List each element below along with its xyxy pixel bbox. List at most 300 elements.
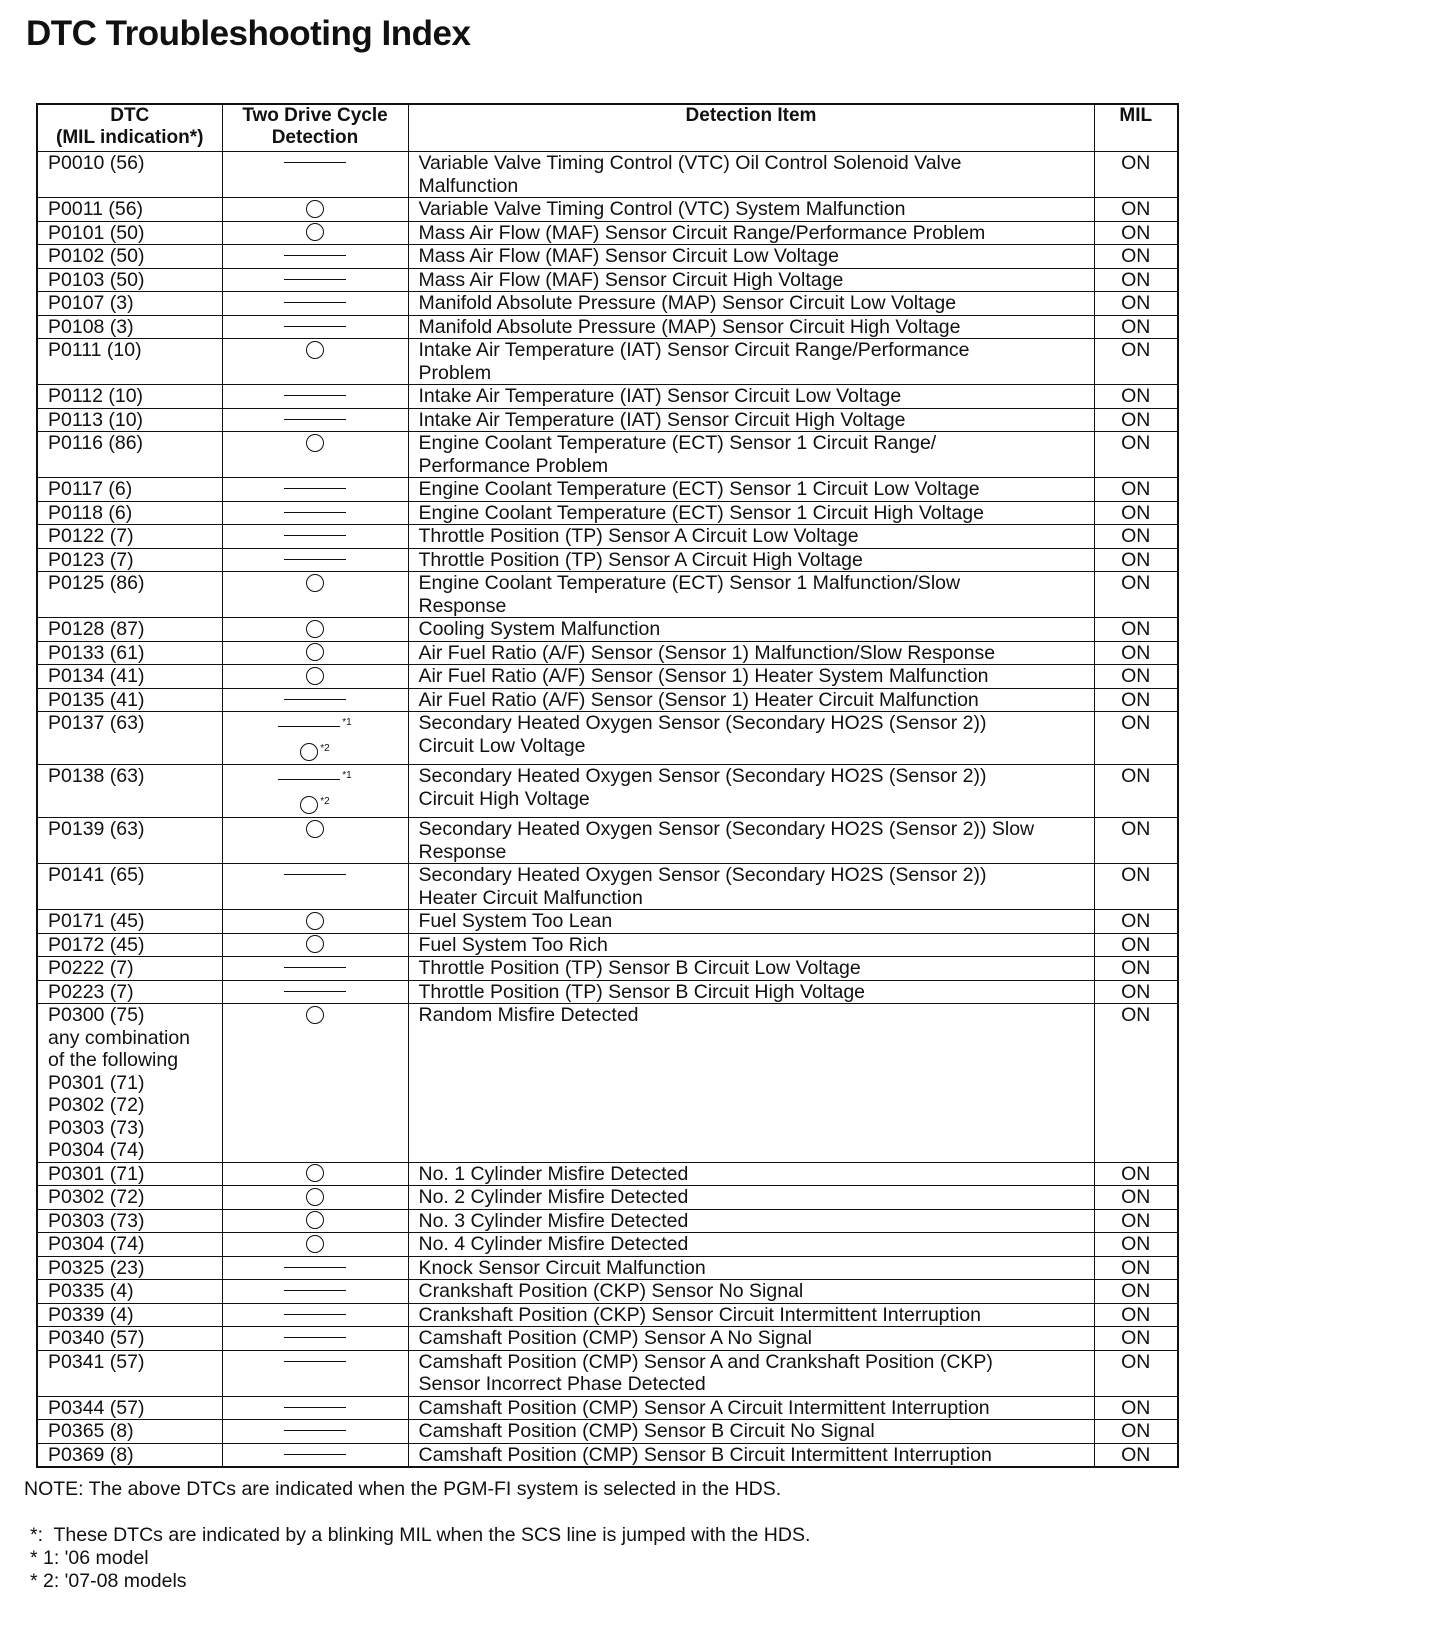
detection-item-cell (408, 292, 1094, 316)
detection-item-text: Intake Air Temperature (IAT) Sensor Circuit Range/Performance Problem (418, 339, 970, 384)
dash-mark-icon (284, 302, 346, 303)
detection-item-cell (408, 385, 1094, 409)
detection-item-text: Camshaft Position (CMP) Sensor A and Crankshaft Position (CKP) Sensor Incorrect Phase Detected (418, 1350, 993, 1395)
dtc-code-cell: P0303 (73) (37, 1209, 222, 1233)
detection-item-text: Secondary Heated Oxygen Sensor (Secondary HO2S (Sensor 2)) Circuit Low Voltage (418, 712, 987, 757)
dash-mark-icon (284, 535, 346, 536)
dtc-code-cell: P0141 (65) (37, 864, 222, 910)
two-drive-cycle-cell (222, 572, 408, 618)
two-drive-cycle-cell (222, 1186, 408, 1210)
table-row (37, 688, 1178, 712)
mil-status-cell: ON (1094, 548, 1178, 572)
two-drive-cycle-cell (222, 501, 408, 525)
detection-item-text: Secondary Heated Oxygen Sensor (Secondary HO2S (Sensor 2)) Circuit High Voltage (418, 765, 987, 810)
dash-mark-icon (278, 726, 340, 727)
table-row (37, 1303, 1178, 1327)
dtc-code-cell: P0369 (8) (37, 1443, 222, 1467)
detection-item-cell (408, 408, 1094, 432)
dash-mark-icon (284, 326, 346, 327)
table-row (37, 478, 1178, 502)
table-row (37, 933, 1178, 957)
detection-item-cell (408, 1162, 1094, 1186)
circle-mark-icon (306, 1006, 324, 1024)
dtc-code-cell: P0137 (63) (37, 712, 222, 765)
detection-item-text: Random Misfire Detected (418, 1004, 639, 1026)
table-row (37, 385, 1178, 409)
dash-mark-icon (284, 162, 346, 163)
footnote-scs: *: These DTCs are indicated by a blinking MIL when the SCS line is jumped with the HDS. (30, 1524, 811, 1546)
dtc-code-cell: P0112 (10) (37, 385, 222, 409)
detection-item-cell (408, 818, 1094, 864)
two-drive-cycle-cell (222, 1303, 408, 1327)
detection-item-text: Crankshaft Position (CKP) Sensor No Signal (418, 1280, 804, 1302)
mil-status-cell: ON (1094, 712, 1178, 765)
detection-item-text: Knock Sensor Circuit Malfunction (418, 1256, 706, 1279)
dtc-code-cell: P0335 (4) (37, 1280, 222, 1304)
dtc-code-cell: P0365 (8) (37, 1420, 222, 1444)
detection-item-text: Camshaft Position (CMP) Sensor A No Signal (418, 1327, 812, 1349)
dtc-code-cell: P0300 (75) any combination of the following P0301 (71) P0302 (72) P0303 (73) P0304 (74) (37, 1004, 222, 1163)
detection-item-text: No. 4 Cylinder Misfire Detected (418, 1233, 689, 1255)
table-row (37, 665, 1178, 689)
dash-mark-icon (284, 559, 346, 560)
circle-mark-icon (306, 341, 324, 359)
two-drive-cycle-cell (222, 933, 408, 957)
detection-item-text: Engine Coolant Temperature (ECT) Sensor 1 Circuit Range/ Performance Problem (418, 432, 937, 477)
detection-item-text: Throttle Position (TP) Sensor B Circuit High Voltage (418, 980, 866, 1003)
detection-item-cell (408, 1327, 1094, 1351)
two-drive-cycle-cell (222, 268, 408, 292)
mil-status-cell: ON (1094, 221, 1178, 245)
dtc-table-container (36, 103, 1177, 1468)
table-header-row (37, 104, 1178, 152)
dash-mark-icon (284, 1361, 346, 1362)
mil-status-cell: ON (1094, 910, 1178, 934)
detection-item-cell (408, 198, 1094, 222)
detection-item-cell (408, 1420, 1094, 1444)
two-drive-cycle-cell (222, 152, 408, 198)
mil-status-cell: ON (1094, 292, 1178, 316)
detection-item-text: Mass Air Flow (MAF) Sensor Circuit High Voltage (418, 268, 844, 291)
detection-item-cell (408, 572, 1094, 618)
table-row (37, 910, 1178, 934)
detection-item-cell (408, 688, 1094, 712)
table-row (37, 339, 1178, 385)
circle-mark-icon (300, 743, 318, 761)
mil-status-cell: ON (1094, 339, 1178, 385)
mil-status-cell: ON (1094, 765, 1178, 818)
footnote-07-08-models: * 2: '07-08 models (30, 1570, 187, 1592)
circle-mark-icon (306, 820, 324, 838)
two-drive-cycle-cell (222, 712, 408, 765)
table-row (37, 1350, 1178, 1396)
detection-item-cell (408, 245, 1094, 269)
two-drive-cycle-cell (222, 432, 408, 478)
circle-mark-icon (306, 434, 324, 452)
dash-mark-icon (284, 1407, 346, 1408)
circle-mark-icon (306, 223, 324, 241)
mil-status-cell: ON (1094, 1186, 1178, 1210)
dtc-code-cell: P0304 (74) (37, 1233, 222, 1257)
dtc-code-cell: P0339 (4) (37, 1303, 222, 1327)
mil-status-cell: ON (1094, 864, 1178, 910)
detection-item-text: Intake Air Temperature (IAT) Sensor Circuit Low Voltage (418, 385, 902, 407)
detection-item-text: Throttle Position (TP) Sensor B Circuit Low Voltage (418, 957, 861, 979)
table-row (37, 315, 1178, 339)
dtc-code-cell: P0222 (7) (37, 957, 222, 981)
dash-mark-icon (284, 1454, 346, 1455)
detection-item-cell (408, 1280, 1094, 1304)
two-drive-cycle-cell (222, 292, 408, 316)
mil-status-cell: ON (1094, 1303, 1178, 1327)
dtc-index-table (36, 103, 1179, 1468)
two-drive-cycle-cell (222, 864, 408, 910)
dtc-code-cell: P0113 (10) (37, 408, 222, 432)
dtc-code-cell: P0302 (72) (37, 1186, 222, 1210)
two-drive-cycle-cell (222, 525, 408, 549)
two-drive-cycle-cell (222, 1420, 408, 1444)
table-row (37, 221, 1178, 245)
detection-item-text: Manifold Absolute Pressure (MAP) Sensor Circuit Low Voltage (418, 292, 957, 314)
table-row (37, 980, 1178, 1004)
detection-item-text: Engine Coolant Temperature (ECT) Sensor 1 Circuit High Voltage (418, 501, 984, 524)
two-drive-cycle-cell (222, 688, 408, 712)
mil-status-cell: ON (1094, 198, 1178, 222)
detection-item-text: Engine Coolant Temperature (ECT) Sensor 1 Circuit Low Voltage (418, 478, 980, 500)
mil-status-cell: ON (1094, 1350, 1178, 1396)
page-title: DTC Troubleshooting Index (26, 14, 471, 53)
table-row (37, 618, 1178, 642)
mil-status-cell: ON (1094, 432, 1178, 478)
detection-item-cell (408, 1256, 1094, 1280)
circle-mark-icon (306, 620, 324, 638)
dtc-code-cell: P0116 (86) (37, 432, 222, 478)
two-drive-cycle-cell (222, 339, 408, 385)
detection-item-text: Crankshaft Position (CKP) Sensor Circuit Intermittent Interruption (418, 1303, 981, 1326)
detection-item-text: Air Fuel Ratio (A/F) Sensor (Sensor 1) Heater System Malfunction (418, 665, 989, 687)
table-row (37, 1280, 1178, 1304)
dtc-code-cell: P0139 (63) (37, 818, 222, 864)
table-row (37, 268, 1178, 292)
detection-item-text: Mass Air Flow (MAF) Sensor Circuit Range/Performance Problem (418, 221, 986, 244)
mil-status-cell: ON (1094, 980, 1178, 1004)
two-drive-cycle-cell (222, 1396, 408, 1420)
table-row (37, 548, 1178, 572)
detection-item-text: Manifold Absolute Pressure (MAP) Sensor Circuit High Voltage (418, 315, 961, 338)
table-row (37, 712, 1178, 765)
two-drive-cycle-cell (222, 478, 408, 502)
detection-item-text: Camshaft Position (CMP) Sensor A Circuit Intermittent Interruption (418, 1396, 990, 1419)
mil-status-cell: ON (1094, 618, 1178, 642)
two-drive-cycle-cell (222, 245, 408, 269)
dtc-code-cell: P0344 (57) (37, 1396, 222, 1420)
two-drive-cycle-cell (222, 818, 408, 864)
header-two-drive-cycle: Two Drive Cycle Detection (222, 104, 408, 152)
dtc-code-cell: P0103 (50) (37, 268, 222, 292)
circle-mark-icon (306, 1235, 324, 1253)
mil-status-cell: ON (1094, 665, 1178, 689)
note-text: NOTE: The above DTCs are indicated when the PGM-FI system is selected in the HDS. (24, 1478, 782, 1500)
dtc-code-cell: P0325 (23) (37, 1256, 222, 1280)
mil-status-cell: ON (1094, 1420, 1178, 1444)
two-drive-cycle-cell (222, 1350, 408, 1396)
table-row (37, 292, 1178, 316)
circle-mark-icon (306, 912, 324, 930)
two-drive-cycle-cell (222, 910, 408, 934)
dash-mark-icon (284, 395, 346, 396)
two-drive-cycle-cell (222, 957, 408, 981)
two-drive-cycle-cell (222, 1162, 408, 1186)
mil-status-cell: ON (1094, 1443, 1178, 1467)
two-drive-cycle-cell (222, 618, 408, 642)
dash-mark-icon (284, 1290, 346, 1291)
footnote-ref-2: *2 (320, 796, 330, 807)
dash-mark-icon (284, 1337, 346, 1338)
circle-mark-icon (306, 1188, 324, 1206)
detection-item-cell (408, 1233, 1094, 1257)
two-drive-cycle-cell (222, 665, 408, 689)
table-row (37, 152, 1178, 198)
mil-status-cell: ON (1094, 1396, 1178, 1420)
dtc-code-cell: P0171 (45) (37, 910, 222, 934)
table-row (37, 1209, 1178, 1233)
detection-item-text: Mass Air Flow (MAF) Sensor Circuit Low Voltage (418, 245, 839, 267)
dtc-code-cell: P0118 (6) (37, 501, 222, 525)
dtc-code-cell: P0108 (3) (37, 315, 222, 339)
dash-mark-icon (278, 779, 340, 780)
table-row (37, 765, 1178, 818)
detection-item-text: Camshaft Position (CMP) Sensor B Circuit No Signal (418, 1420, 875, 1442)
table-row (37, 432, 1178, 478)
table-row (37, 1256, 1178, 1280)
dash-mark-icon (284, 1314, 346, 1315)
two-drive-cycle-cell (222, 641, 408, 665)
mil-status-cell: ON (1094, 501, 1178, 525)
mil-status-cell: ON (1094, 641, 1178, 665)
dtc-code-cell: P0107 (3) (37, 292, 222, 316)
detection-item-cell (408, 1209, 1094, 1233)
mil-status-cell: ON (1094, 1280, 1178, 1304)
circle-mark-icon (306, 200, 324, 218)
dtc-code-cell: P0101 (50) (37, 221, 222, 245)
mil-status-cell: ON (1094, 1162, 1178, 1186)
dtc-code-cell: P0111 (10) (37, 339, 222, 385)
dtc-code-cell: P0128 (87) (37, 618, 222, 642)
table-row (37, 818, 1178, 864)
detection-item-cell (408, 478, 1094, 502)
table-row (37, 957, 1178, 981)
detection-item-text: Fuel System Too Lean (418, 910, 613, 932)
table-row (37, 1162, 1178, 1186)
detection-item-cell (408, 765, 1094, 818)
two-drive-cycle-cell (222, 408, 408, 432)
detection-item-text: Secondary Heated Oxygen Sensor (Secondary HO2S (Sensor 2)) Slow Response (418, 818, 1035, 863)
detection-item-cell (408, 980, 1094, 1004)
dtc-code-cell: P0117 (6) (37, 478, 222, 502)
circle-mark-icon (306, 935, 324, 953)
detection-item-cell (408, 665, 1094, 689)
circle-mark-icon (300, 796, 318, 814)
dtc-code-cell: P0125 (86) (37, 572, 222, 618)
mil-status-cell: ON (1094, 478, 1178, 502)
dtc-code-cell: P0172 (45) (37, 933, 222, 957)
detection-item-cell (408, 1186, 1094, 1210)
detection-item-text: Variable Valve Timing Control (VTC) System Malfunction (418, 198, 906, 220)
detection-item-cell (408, 1443, 1094, 1467)
dtc-code-cell: P0301 (71) (37, 1162, 222, 1186)
table-row (37, 1420, 1178, 1444)
two-drive-cycle-cell (222, 548, 408, 572)
dtc-code-cell: P0134 (41) (37, 665, 222, 689)
mil-status-cell: ON (1094, 1233, 1178, 1257)
dash-mark-icon (284, 255, 346, 256)
detection-item-cell (408, 501, 1094, 525)
dtc-code-cell: P0135 (41) (37, 688, 222, 712)
detection-item-cell (408, 864, 1094, 910)
table-row (37, 1233, 1178, 1257)
two-drive-cycle-cell (222, 1443, 408, 1467)
table-body (37, 152, 1178, 1468)
detection-item-text: Secondary Heated Oxygen Sensor (Secondary HO2S (Sensor 2)) Heater Circuit Malfunction (418, 864, 987, 909)
dtc-code-cell: P0122 (7) (37, 525, 222, 549)
table-row (37, 864, 1178, 910)
dtc-code-cell: P0123 (7) (37, 548, 222, 572)
table-row (37, 245, 1178, 269)
mil-status-cell: ON (1094, 525, 1178, 549)
detection-item-text: Intake Air Temperature (IAT) Sensor Circuit High Voltage (418, 408, 906, 431)
dtc-code-cell: P0223 (7) (37, 980, 222, 1004)
footnote-ref-1: *1 (342, 717, 352, 728)
mil-status-cell: ON (1094, 1209, 1178, 1233)
dash-mark-icon (284, 512, 346, 513)
mil-status-cell: ON (1094, 957, 1178, 981)
mil-status-cell: ON (1094, 385, 1178, 409)
circle-mark-icon (306, 643, 324, 661)
detection-item-text: No. 1 Cylinder Misfire Detected (418, 1162, 689, 1185)
footnote-ref-1: *1 (342, 770, 352, 781)
detection-item-cell (408, 339, 1094, 385)
table-row (37, 525, 1178, 549)
two-drive-cycle-cell (222, 980, 408, 1004)
table-row (37, 501, 1178, 525)
footnote-ref-2: *2 (320, 743, 330, 754)
mil-status-cell: ON (1094, 688, 1178, 712)
detection-item-cell (408, 525, 1094, 549)
detection-item-text: No. 3 Cylinder Misfire Detected (418, 1209, 689, 1232)
two-drive-cycle-cell (222, 198, 408, 222)
dtc-code-cell: P0133 (61) (37, 641, 222, 665)
two-drive-cycle-cell (222, 1233, 408, 1257)
detection-item-cell (408, 221, 1094, 245)
two-drive-cycle-cell (222, 315, 408, 339)
dtc-code-cell: P0340 (57) (37, 1327, 222, 1351)
table-row (37, 1396, 1178, 1420)
dash-mark-icon (284, 1267, 346, 1268)
table-row (37, 198, 1178, 222)
detection-item-cell (408, 548, 1094, 572)
notes-section (24, 1478, 781, 1501)
dash-mark-icon (284, 279, 346, 280)
table-row (37, 1004, 1178, 1163)
dtc-code-cell: P0341 (57) (37, 1350, 222, 1396)
detection-item-text: Cooling System Malfunction (418, 618, 661, 640)
detection-item-cell (408, 957, 1094, 981)
header-dtc: DTC (MIL indication*) (37, 104, 222, 152)
detection-item-cell (408, 933, 1094, 957)
detection-item-cell (408, 315, 1094, 339)
detection-item-cell (408, 152, 1094, 198)
circle-mark-icon (306, 1164, 324, 1182)
two-drive-cycle-cell (222, 385, 408, 409)
table-row (37, 1186, 1178, 1210)
detection-item-text: Air Fuel Ratio (A/F) Sensor (Sensor 1) Malfunction/Slow Response (418, 641, 996, 664)
footnotes-section (30, 1524, 810, 1593)
detection-item-cell (408, 268, 1094, 292)
two-drive-cycle-cell (222, 221, 408, 245)
detection-item-text: Throttle Position (TP) Sensor A Circuit High Voltage (418, 548, 863, 571)
detection-item-text: Throttle Position (TP) Sensor A Circuit Low Voltage (418, 525, 859, 547)
detection-item-text: No. 2 Cylinder Misfire Detected (418, 1186, 689, 1208)
dash-mark-icon (284, 991, 346, 992)
detection-item-cell (408, 1350, 1094, 1396)
mil-status-cell: ON (1094, 268, 1178, 292)
circle-mark-icon (306, 574, 324, 592)
dtc-code-cell: P0010 (56) (37, 152, 222, 198)
table-row (37, 641, 1178, 665)
detection-item-cell (408, 910, 1094, 934)
two-drive-cycle-cell (222, 1280, 408, 1304)
two-drive-cycle-cell (222, 1209, 408, 1233)
header-mil: MIL (1094, 104, 1178, 152)
mil-status-cell: ON (1094, 933, 1178, 957)
mil-status-cell: ON (1094, 1004, 1178, 1163)
dtc-code-cell: P0138 (63) (37, 765, 222, 818)
dash-mark-icon (284, 699, 346, 700)
detection-item-text: Engine Coolant Temperature (ECT) Sensor 1 Malfunction/Slow Response (418, 572, 961, 617)
mil-status-cell: ON (1094, 152, 1178, 198)
detection-item-cell (408, 1303, 1094, 1327)
detection-item-cell (408, 641, 1094, 665)
table-row (37, 572, 1178, 618)
circle-mark-icon (306, 667, 324, 685)
detection-item-cell (408, 1396, 1094, 1420)
detection-item-text: Camshaft Position (CMP) Sensor B Circuit Intermittent Interruption (418, 1443, 992, 1466)
header-detection-item: Detection Item (408, 104, 1094, 152)
mil-status-cell: ON (1094, 572, 1178, 618)
dtc-code-cell: P0102 (50) (37, 245, 222, 269)
dash-mark-icon (284, 1430, 346, 1431)
two-drive-cycle-cell (222, 765, 408, 818)
mil-status-cell: ON (1094, 818, 1178, 864)
detection-item-cell (408, 618, 1094, 642)
two-drive-cycle-cell (222, 1327, 408, 1351)
two-drive-cycle-cell (222, 1004, 408, 1163)
detection-item-text: Variable Valve Timing Control (VTC) Oil Control Solenoid Valve Malfunction (418, 152, 962, 197)
dtc-code-cell: P0011 (56) (37, 198, 222, 222)
circle-mark-icon (306, 1211, 324, 1229)
detection-item-cell (408, 1004, 1094, 1163)
mil-status-cell: ON (1094, 245, 1178, 269)
mil-status-cell: ON (1094, 408, 1178, 432)
table-row (37, 1327, 1178, 1351)
dash-mark-icon (284, 488, 346, 489)
two-drive-cycle-cell (222, 1256, 408, 1280)
mil-status-cell: ON (1094, 1256, 1178, 1280)
dash-mark-icon (284, 967, 346, 968)
footnote-06-model: * 1: '06 model (30, 1547, 149, 1569)
table-row (37, 1443, 1178, 1467)
mil-status-cell: ON (1094, 315, 1178, 339)
